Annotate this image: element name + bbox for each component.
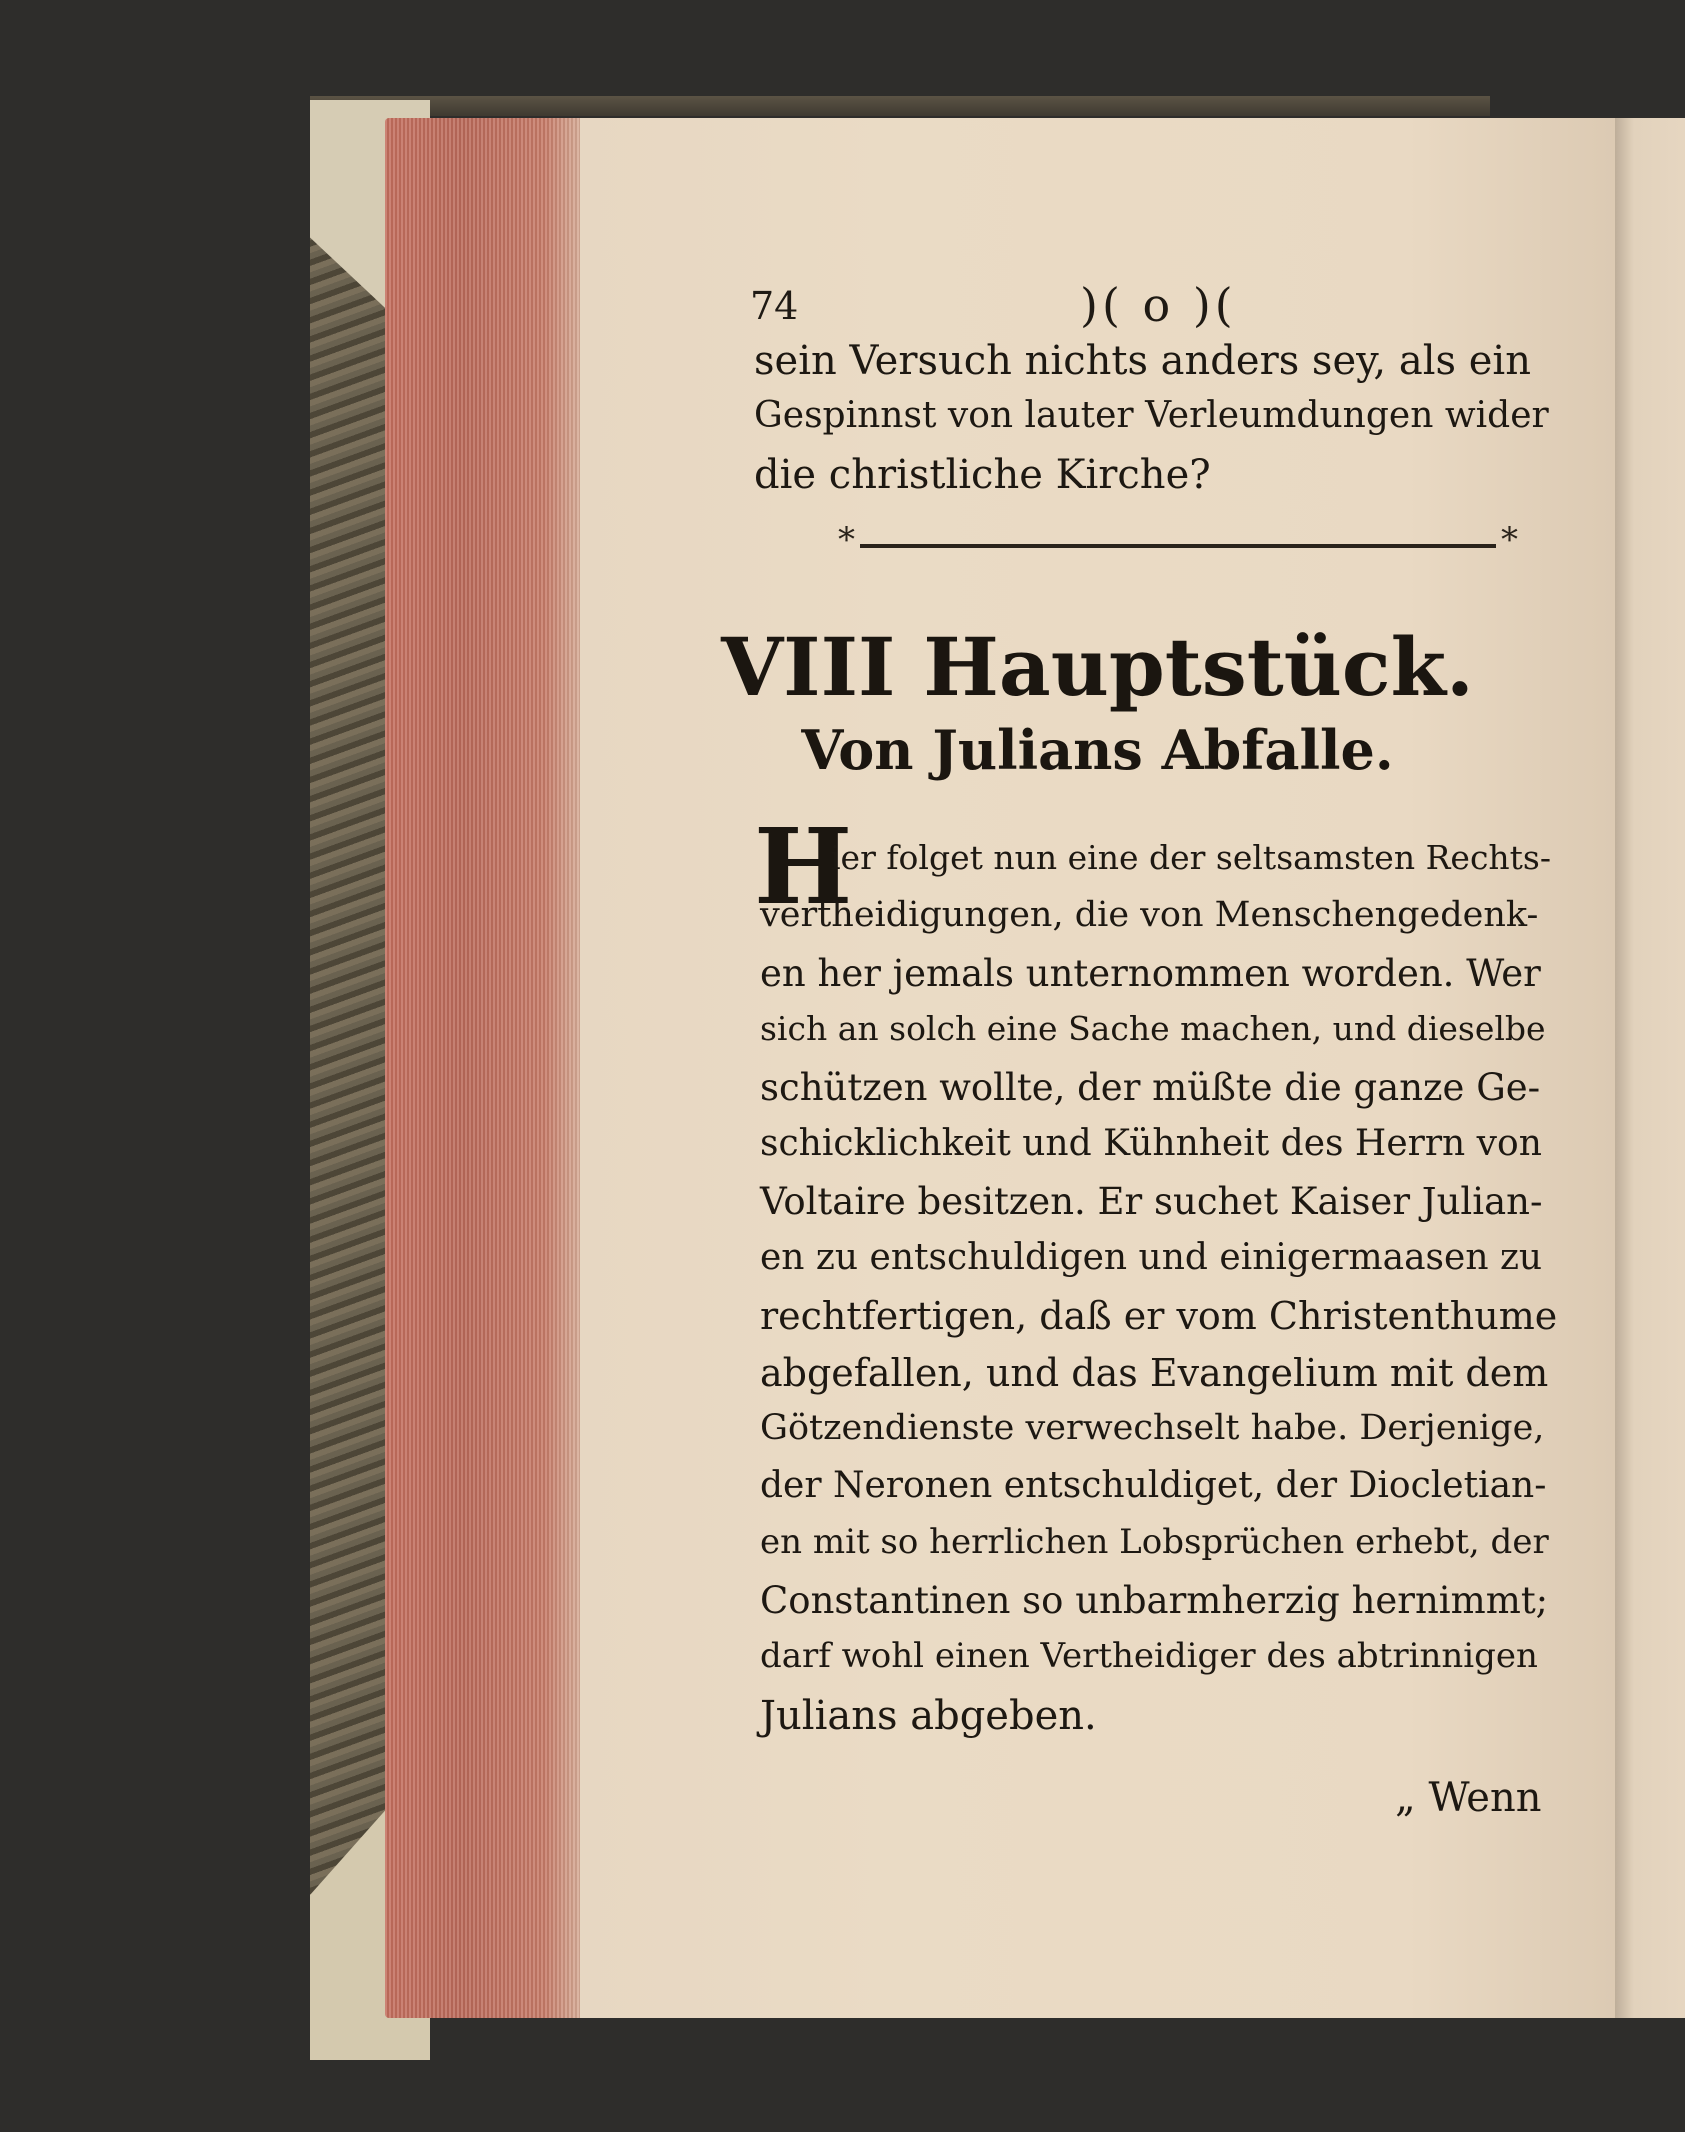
body-line: en her jemals unternommen worden. Wer [760,952,1541,995]
cover-top-edge [310,96,1490,116]
catchword: „ Wenn [1395,1775,1542,1821]
separator-star: * [1501,520,1518,560]
text-line: Gespinnst von lauter Verleumdungen wider [754,395,1549,436]
section-separator [838,520,1518,560]
body-line: vertheidigungen, die von Menschengedenk- [760,895,1539,935]
body-line: rechtfertigen, daß er vom Christenthume [760,1294,1558,1338]
text-line: sein Versuch nichts anders sey, als ein [754,338,1531,384]
body-line: sich an solch eine Sache machen, und dieselbe [760,1009,1546,1048]
header-ornament: )( o )( [1080,278,1237,332]
body-line: schützen wollte, der müßte die ganze Ge- [760,1066,1541,1109]
body-line: schicklichkeit und Kühnheit des Herrn von [760,1123,1542,1164]
page-number: 74 [750,284,799,328]
body-line: Götzendienste verwechselt habe. Derjenige, [760,1408,1545,1448]
body-line: en mit so herrlichen Lobsprüchen erhebt, der [760,1522,1549,1562]
drop-cap: H [754,805,853,928]
body-line: abgefallen, und das Evangelium mit dem [760,1351,1549,1395]
chapter-heading: VIII Hauptstück. [721,620,1474,714]
separator-rule [860,544,1496,548]
page-header [750,278,1540,334]
body-line: en zu entschuldigen und einigermaasen zu [760,1237,1543,1278]
facing-page-edge [1612,118,1685,2018]
body-line: Julians abgeben. [760,1693,1097,1739]
text-line: die christliche Kirche? [754,452,1211,498]
body-line: Constantinen so unbarmherzig hernimmt; [760,1579,1549,1622]
body-line: der Neronen entschuldiget, der Diocletian- [760,1465,1547,1506]
body-line: darf wohl einen Vertheidiger des abtrinnigen [760,1636,1538,1676]
chapter-subtitle: Von Julians Abfalle. [801,718,1394,782]
body-line: Voltaire besitzen. Er suchet Kaiser Julian- [760,1180,1543,1223]
body-line: ier folget nun eine der seltsamsten Rechts- [830,838,1552,877]
red-page-edges [385,118,585,2018]
separator-star: * [838,520,855,560]
